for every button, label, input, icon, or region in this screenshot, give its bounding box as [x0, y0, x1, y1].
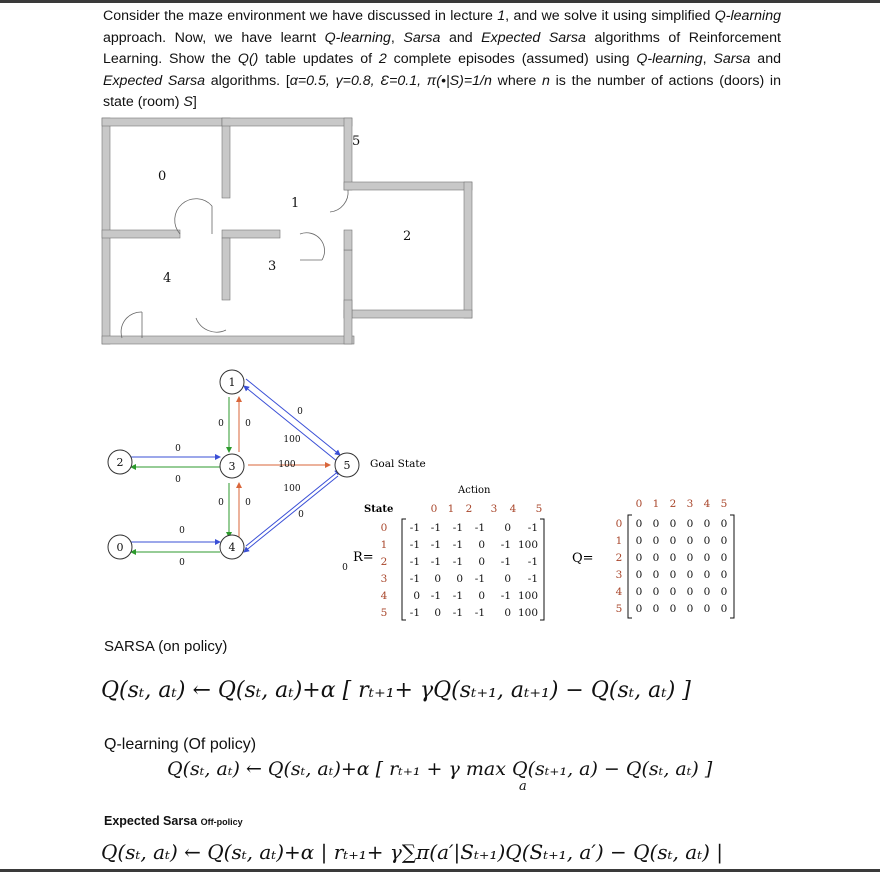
q-cell: 0 [703, 518, 711, 530]
goal-state-label: Goal State [370, 458, 426, 470]
r-col-header: 4 [509, 503, 517, 515]
q-col-header: 4 [703, 498, 711, 510]
q-row-header: 5 [615, 603, 623, 615]
edge-label: 0 [179, 558, 185, 568]
r-col-header: 1 [447, 503, 455, 515]
r-cell: -1 [500, 539, 511, 551]
graph-node-label: 4 [228, 541, 236, 554]
q-cell: 0 [635, 552, 643, 564]
q-row-header: 2 [615, 552, 623, 564]
r-row-header: 5 [380, 607, 388, 619]
edge-label: 0 [175, 444, 181, 454]
r-cell: 0 [504, 607, 511, 619]
q-cell: 0 [669, 586, 677, 598]
edge-label: 100 [283, 435, 301, 445]
r-cell: 0 [504, 573, 511, 585]
r-cell: 0 [478, 556, 485, 568]
r-cell: -1 [409, 522, 420, 534]
r-cell: -1 [409, 573, 420, 585]
q-cell: 0 [669, 518, 677, 530]
r-cell: 0 [478, 539, 485, 551]
graph-node-label: 2 [116, 456, 124, 469]
edge-label: 0 [245, 419, 251, 429]
q-cell: 0 [669, 552, 677, 564]
q-symbol: Q= [572, 551, 594, 566]
graph-node-label: 1 [228, 376, 236, 389]
question-text: Consider the maze environment we have discussed in lecture 1, and we solve it using simplified Q-learning approach. Now, we have learnt Q-learning, Sarsa and Expected Sarsa algorithms of Reinforcement Learning. Show the Q() table updates of 2 complete episodes (assumed) using Q-learning, Sarsa and Expected Sarsa algorithms. [α=0.5, γ=0.8, Ɛ=0.1, π(•|S)=1/n where n is the number of actions (doors) in state (room) S] [103, 8, 781, 111]
r-col-header: 2 [465, 503, 473, 515]
graph-node-label: 5 [343, 459, 351, 472]
r-cell: 0 [456, 573, 463, 585]
r-cell: 0 [434, 607, 441, 619]
edge-label: 100 [283, 484, 301, 494]
r-cell: -1 [500, 556, 511, 568]
r-cell: -1 [474, 522, 485, 534]
r-cell: 0 [434, 573, 441, 585]
r-row-header: 1 [380, 539, 388, 551]
qlearning-heading: Q-learning (Of policy) [104, 736, 257, 753]
q-cell: 0 [635, 535, 643, 547]
r-col-header: 0 [430, 503, 438, 515]
r-cell: 100 [517, 590, 538, 602]
r-cell: 100 [517, 539, 538, 551]
r-cell: 0 [478, 590, 485, 602]
q-cell: 0 [686, 535, 694, 547]
q-cell: 0 [720, 569, 728, 581]
q-cell: 0 [669, 603, 677, 615]
q-cell: 0 [720, 586, 728, 598]
q-matrix [0, 490, 880, 640]
q-cell: 0 [703, 552, 711, 564]
q-cell: 0 [686, 569, 694, 581]
q-cell: 0 [652, 603, 660, 615]
r-cell: -1 [500, 590, 511, 602]
r-cell: -1 [527, 556, 538, 568]
r-cell: -1 [409, 539, 420, 551]
q-col-header: 0 [635, 498, 643, 510]
q-cell: 0 [720, 518, 728, 530]
action-label: Action [458, 485, 491, 496]
r-cell: -1 [409, 607, 420, 619]
maze-room-5: 5 [352, 134, 361, 149]
edge-label: 0 [245, 498, 251, 508]
expected-sarsa-formula: Q(sₜ, aₜ) ← Q(sₜ, aₜ)+α | rₜ₊₁+ γ∑π(a′|Sₜ₊₁)Q(Sₜ₊₁, a′) − Q(sₜ, aₜ) | [101, 840, 724, 864]
q-cell: 0 [635, 518, 643, 530]
q-cell: 0 [635, 586, 643, 598]
r-symbol: R= [353, 550, 374, 565]
r-cell: -1 [474, 573, 485, 585]
maze-room-1: 1 [291, 196, 300, 211]
maze-room-4: 4 [163, 271, 172, 286]
top-border [0, 0, 880, 3]
q-row-header: 4 [615, 586, 623, 598]
r-cell: -1 [527, 522, 538, 534]
q-cell: 0 [703, 569, 711, 581]
r-cell: -1 [409, 556, 420, 568]
q-cell: 0 [686, 603, 694, 615]
graph-node-label: 3 [228, 460, 236, 473]
r-cell: -1 [452, 590, 463, 602]
r-row-header: 0 [380, 522, 388, 534]
q-cell: 0 [720, 535, 728, 547]
r-col-header: 5 [535, 503, 543, 515]
r-cell: 0 [413, 590, 420, 602]
edge-label: 0 [218, 419, 224, 429]
q-cell: 0 [652, 569, 660, 581]
q-cell: 0 [686, 518, 694, 530]
r-cell: -1 [474, 607, 485, 619]
q-cell: 0 [703, 586, 711, 598]
r-col-header: 3 [490, 503, 498, 515]
q-cell: 0 [720, 552, 728, 564]
max-subscript: a [519, 779, 527, 794]
r-cell: -1 [452, 556, 463, 568]
r-cell: -1 [527, 573, 538, 585]
sarsa-formula: Q(sₜ, aₜ) ← Q(sₜ, aₜ)+α [ rₜ₊₁+ γQ(sₜ₊₁, aₜ₊₁) − Q(sₜ, aₜ) ] [101, 678, 691, 703]
r-cell: -1 [430, 522, 441, 534]
r-cell: -1 [430, 539, 441, 551]
r-cell: 0 [504, 522, 511, 534]
q-row-header: 3 [615, 569, 623, 581]
maze-room-3: 3 [268, 259, 277, 274]
q-cell: 0 [669, 535, 677, 547]
r-row-header: 2 [380, 556, 388, 568]
q-row-header: 0 [615, 518, 623, 530]
q-col-header: 5 [720, 498, 728, 510]
r-cell: 100 [517, 607, 538, 619]
state-label: State [364, 504, 394, 515]
q-cell: 0 [652, 586, 660, 598]
q-cell: 0 [652, 535, 660, 547]
sarsa-heading: SARSA (on policy) [104, 638, 228, 655]
q-cell: 0 [686, 586, 694, 598]
q-col-header: 3 [686, 498, 694, 510]
edge-label: 100 [278, 460, 296, 470]
r-row-header: 4 [380, 590, 388, 602]
edge-label: 0 [218, 498, 224, 508]
q-col-header: 1 [652, 498, 660, 510]
r-cell: -1 [452, 522, 463, 534]
r-cell: -1 [452, 607, 463, 619]
q-cell: 0 [652, 518, 660, 530]
expected-sarsa-heading: Expected Sarsa Off-policy [104, 814, 243, 828]
maze-room-0: 0 [158, 169, 167, 184]
q-cell: 0 [703, 603, 711, 615]
graph-node-label: 0 [116, 541, 124, 554]
edge-label: 0 [298, 510, 304, 520]
edge-label: 0 [175, 475, 181, 485]
q-col-header: 2 [669, 498, 677, 510]
q-cell: 0 [720, 603, 728, 615]
r-cell: -1 [430, 556, 441, 568]
edge-label: 0 [342, 563, 348, 573]
qlearning-formula: Q(sₜ, aₜ) ← Q(sₜ, aₜ)+α [ rₜ₊₁ + γ max Q(sₜ₊₁, a) − Q(sₜ, aₜ) ] [167, 758, 713, 780]
q-cell: 0 [703, 535, 711, 547]
r-cell: -1 [452, 539, 463, 551]
q-row-header: 1 [615, 535, 623, 547]
edge-label: 0 [297, 407, 303, 417]
maze-room-2: 2 [403, 229, 412, 244]
r-cell: -1 [430, 590, 441, 602]
q-cell: 0 [686, 552, 694, 564]
edge-label: 0 [179, 526, 185, 536]
q-cell: 0 [652, 552, 660, 564]
q-cell: 0 [635, 603, 643, 615]
r-row-header: 3 [380, 573, 388, 585]
q-cell: 0 [669, 569, 677, 581]
q-cell: 0 [635, 569, 643, 581]
